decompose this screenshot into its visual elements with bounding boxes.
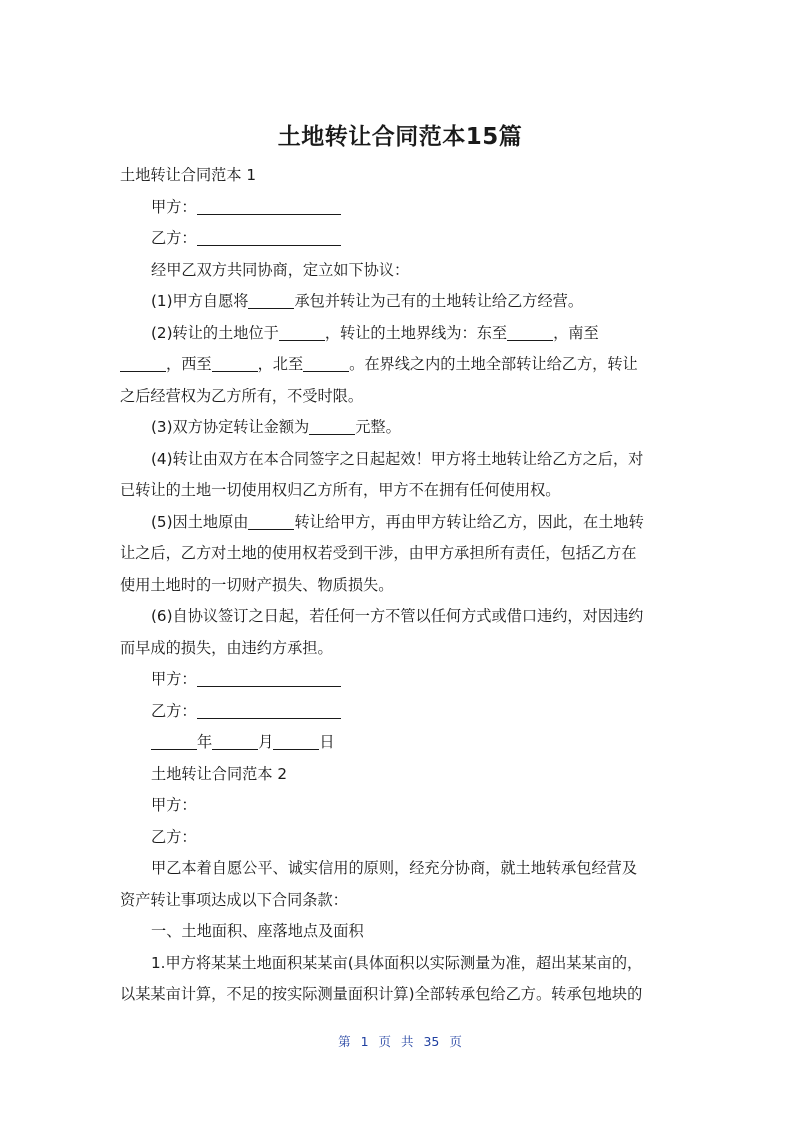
blank-underline: [151, 734, 197, 750]
clause-3: (3)双方协定转让金额为 元整。: [151, 418, 401, 436]
blank-underline: [248, 293, 294, 309]
blank-underline: [197, 198, 341, 214]
document-body: [120, 160, 680, 1011]
clause-5-end: 使用土地时的一切财产损失、物质损失。: [120, 575, 394, 594]
clause-2-end: 之后经营权为乙方所有，不受时限。: [120, 386, 363, 405]
item-1: 1.甲方将某某土地面积某某亩(具体面积以实际测量为准，超出某某亩的，: [151, 953, 643, 972]
clause-2: (2)转让的土地位于 ，转让的土地界线为：东至 ，南至: [151, 323, 599, 342]
blank-underline: [248, 513, 294, 529]
party-a-line: 甲方：: [120, 192, 680, 224]
blank-underline: [120, 356, 166, 372]
blank-underline: [212, 356, 258, 372]
clause-6-cont: 而早成的损失，由违约方承担。: [120, 638, 333, 657]
intro-paragraph-2-cont: 资产转让事项达成以下合同条款：: [120, 890, 348, 909]
clause-heading-1: 一、土地面积、座落地点及面积: [151, 922, 364, 940]
blank-underline: [279, 324, 325, 340]
section-heading-1: 土地转让合同范本 1: [120, 166, 256, 184]
clause-4-cont: 已转让的土地一切使用权归乙方所有，甲方不在拥有任何使用权。: [120, 481, 561, 499]
party-a-line-2: 甲方：: [151, 796, 197, 814]
page-footer: 第 1 页 共 35 页: [338, 1034, 462, 1049]
clause-4: (4)转让由双方在本合同签字之日起起效！甲方将土地转让给乙方之后，对: [151, 449, 644, 468]
blank-underline: [197, 702, 341, 718]
blank-underline: [507, 324, 553, 340]
signature-party-a: 甲方：: [120, 664, 680, 696]
page-title: 土地转让合同范本15篇: [277, 124, 523, 150]
section-heading-2: 土地转让合同范本 2: [151, 764, 287, 783]
party-b-line: 乙方：: [120, 223, 680, 255]
signature-party-b: 乙方：: [120, 696, 680, 728]
clause-5-cont: 让之后，乙方对土地的使用权若受到干涉，由甲方承担所有责任，包括乙方在: [120, 544, 637, 562]
party-b-line-2: 乙方：: [151, 827, 197, 846]
blank-underline: [309, 419, 355, 435]
clause-6: (6)自协议签订之日起，若任何一方不管以任何方式或借口违约，对因违约: [151, 607, 644, 625]
blank-underline: [197, 671, 341, 687]
clause-5: (5)因土地原由 转让给甲方，再由甲方转让给乙方，因此，在土地转: [151, 512, 644, 531]
item-1-cont: 以某某亩计算，不足的按实际测量面积计算)全部转承包给乙方。转承包地块的: [120, 985, 643, 1003]
clause-2-cont: ，西至 ，北至 。在界线之内的土地全部转让给乙方，转让: [120, 349, 680, 381]
intro-paragraph-2: 甲乙本着自愿公平、诚实信用的原则，经充分协商，就土地转承包经营及: [151, 859, 637, 877]
clause-1: (1)甲方自愿将 承包并转让为己有的土地转让给乙方经营。: [151, 292, 584, 310]
blank-underline: [212, 734, 258, 750]
date-line: 年 月 日: [120, 727, 680, 759]
blank-underline: [303, 356, 349, 372]
blank-underline: [197, 230, 341, 246]
intro-paragraph: 经甲乙双方共同协商，定立如下协议：: [151, 260, 410, 279]
blank-underline: [273, 734, 319, 750]
